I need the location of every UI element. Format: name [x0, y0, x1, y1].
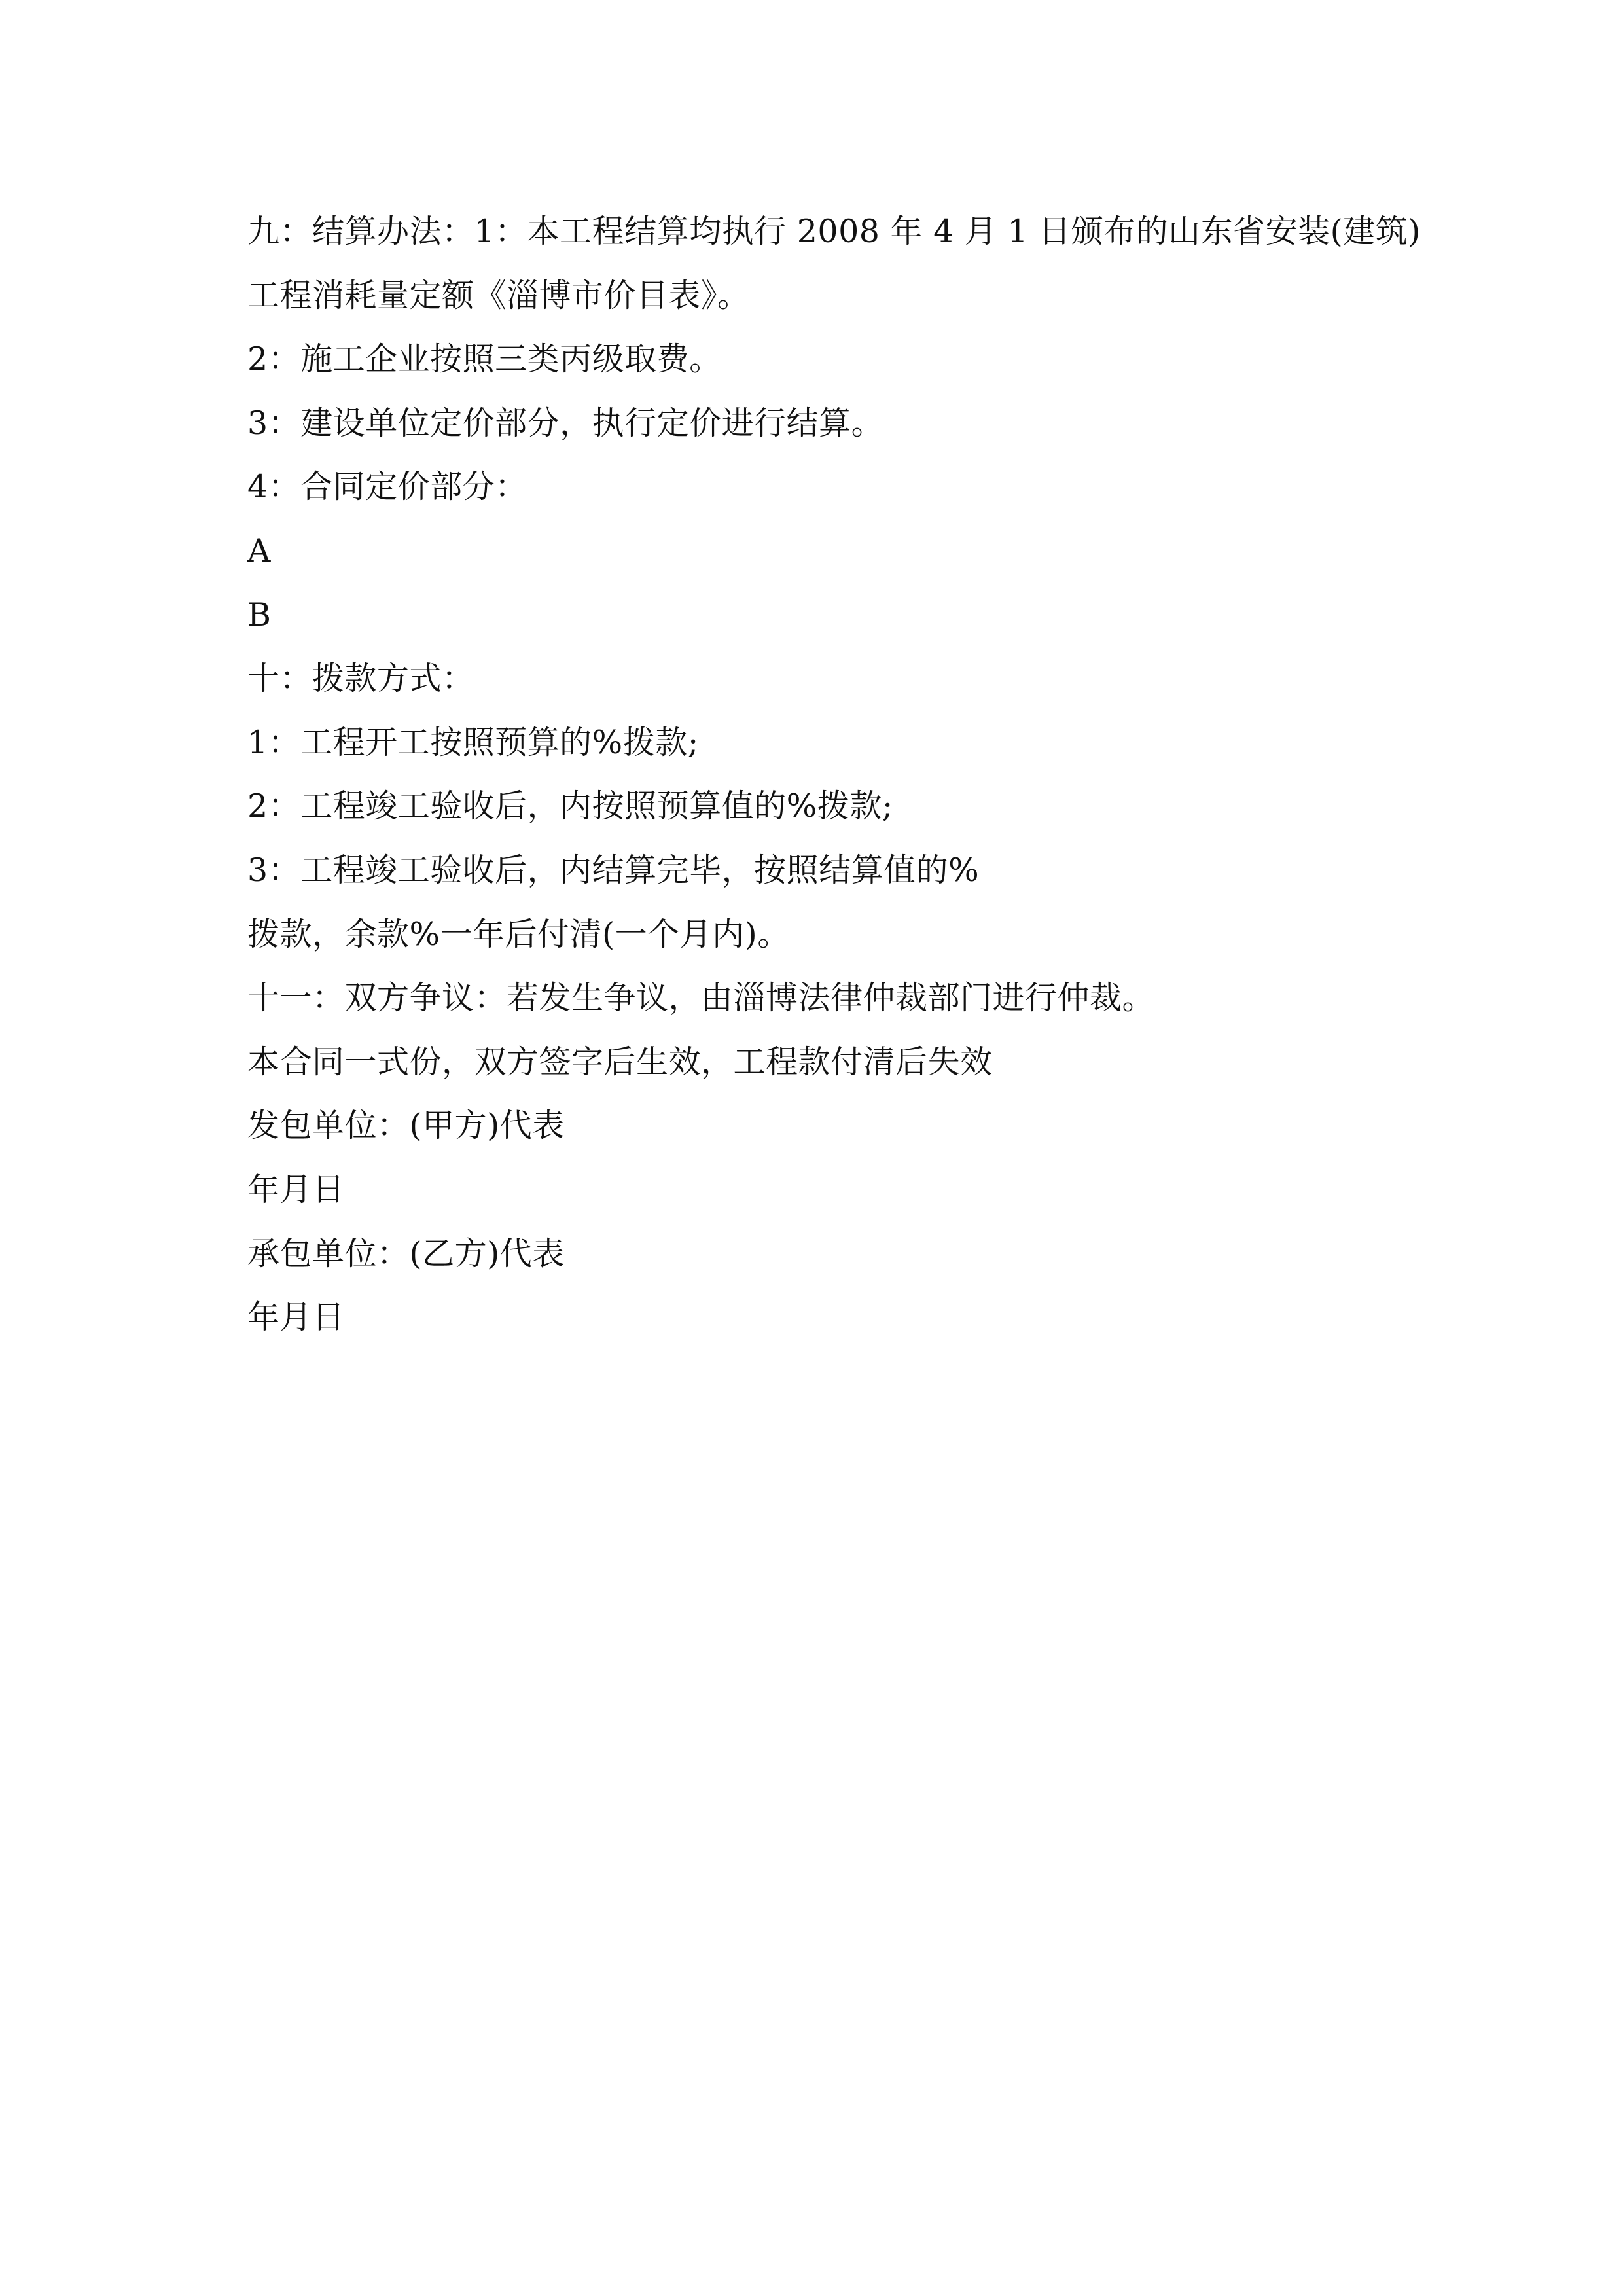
settlement-method-continuation: 工程消耗量定额《淄博市价目表》。 [247, 276, 750, 314]
document-body [247, 200, 1425, 1350]
settlement-item-4: 4：合同定价部分： [247, 468, 527, 506]
contractor-date-line: 年月日 [247, 1299, 345, 1336]
payment-item-3-continuation: 拨款，余款%一年后付清(一个月内)。 [247, 915, 790, 953]
payment-item-1: 1：工程开工按照预算的%拨款; [247, 723, 699, 761]
settlement-item-3: 3：建设单位定价部分，执行定价进行结算。 [247, 404, 884, 442]
payment-item-2: 2：工程竣工验收后，内按照预算值的%拨款; [247, 787, 893, 825]
settlement-method-heading: 九：结算办法：1：本工程结算均执行 2008 年 4 月 1 日颁布的山东省安装(建筑) [247, 213, 1421, 250]
employer-signature-line: 发包单位：(甲方)代表 [247, 1107, 565, 1145]
settlement-item-2: 2：施工企业按照三类丙级取费。 [247, 340, 722, 378]
dispute-clause: 十一：双方争议：若发生争议，由淄博法律仲裁部门进行仲裁。 [247, 979, 1155, 1017]
contract-price-item-a: A [247, 531, 271, 569]
contract-price-item-b: B [247, 596, 272, 634]
payment-item-3: 3：工程竣工验收后，内结算完毕，按照结算值的% [247, 851, 980, 889]
payment-method-heading: 十：拨款方式： [247, 660, 474, 698]
contractor-signature-line: 承包单位：(乙方)代表 [247, 1234, 565, 1272]
employer-date-line: 年月日 [247, 1170, 345, 1208]
contract-validity-clause: 本合同一式份，双方签字后生效，工程款付清后失效 [247, 1043, 993, 1081]
